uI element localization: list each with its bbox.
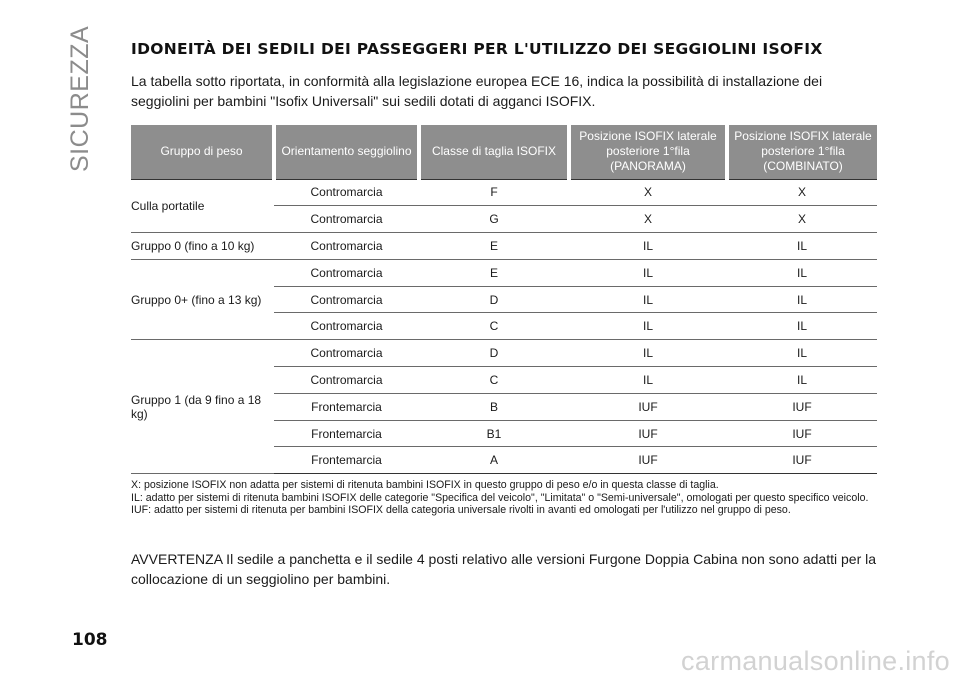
- page-number: 108: [72, 630, 108, 650]
- combinato-cell: IL: [727, 233, 877, 260]
- panorama-cell: IUF: [569, 420, 727, 447]
- size-class-cell: A: [419, 447, 569, 474]
- orientation-cell: Contromarcia: [274, 233, 419, 260]
- size-class-cell: E: [419, 233, 569, 260]
- orientation-cell: Frontemarcia: [274, 447, 419, 474]
- size-class-cell: G: [419, 206, 569, 233]
- panorama-cell: IUF: [569, 447, 727, 474]
- orientation-cell: Contromarcia: [274, 340, 419, 367]
- combinato-cell: IUF: [727, 393, 877, 420]
- section-label: SICUREZZA: [66, 25, 94, 172]
- size-class-cell: E: [419, 259, 569, 286]
- warning-paragraph: AVVERTENZA Il sedile a panchetta e il sedile 4 posti relativo alle versioni Furgone Doppia Cabina non sono adatti per la collocazione di un seggiolino per bambini.: [131, 551, 877, 587]
- table-legend: [131, 479, 877, 517]
- table-header-row: [131, 125, 877, 179]
- header-seat-orientation: Orientamento seggiolino: [274, 125, 419, 179]
- orientation-cell: Contromarcia: [274, 313, 419, 340]
- legend-iuf-note: IUF: adatto per sistemi di ritenuta per bambini ISOFIX della categoria universale rivolti in avanti ed omologati per l'utilizzo nel gruppo di peso.: [131, 504, 791, 516]
- panorama-cell: IL: [569, 233, 727, 260]
- panorama-cell: IL: [569, 367, 727, 394]
- orientation-cell: Frontemarcia: [274, 420, 419, 447]
- watermark-text: carmanualsonline.info: [681, 646, 950, 676]
- size-class-cell: D: [419, 286, 569, 313]
- weight-group-cell: Gruppo 0+ (fino a 13 kg): [131, 259, 274, 339]
- table-row: [131, 233, 877, 260]
- table-row: [131, 340, 877, 367]
- orientation-cell: Contromarcia: [274, 179, 419, 206]
- panorama-cell: IL: [569, 259, 727, 286]
- header-position-combinato: Posizione ISOFIX laterale posteriore 1°fila (COMBINATO): [727, 125, 877, 179]
- size-class-cell: C: [419, 367, 569, 394]
- orientation-cell: Frontemarcia: [274, 393, 419, 420]
- panorama-cell: X: [569, 206, 727, 233]
- size-class-cell: F: [419, 179, 569, 206]
- combinato-cell: X: [727, 179, 877, 206]
- weight-group-cell: Culla portatile: [131, 179, 274, 233]
- panorama-cell: IL: [569, 313, 727, 340]
- header-size-class: Classe di taglia ISOFIX: [419, 125, 569, 179]
- size-class-cell: C: [419, 313, 569, 340]
- header-position-panorama: Posizione ISOFIX laterale posteriore 1°fila (PANORAMA): [569, 125, 727, 179]
- legend-x-note: X: posizione ISOFIX non adatta per sistemi di ritenuta bambini ISOFIX in questo gruppo di peso e/o in questa classe di taglia.: [131, 479, 719, 491]
- weight-group-cell: Gruppo 1 (da 9 fino a 18 kg): [131, 340, 274, 474]
- table-row: [131, 259, 877, 286]
- weight-group-cell: Gruppo 0 (fino a 10 kg): [131, 233, 274, 260]
- panorama-cell: X: [569, 179, 727, 206]
- combinato-cell: IL: [727, 367, 877, 394]
- combinato-cell: IL: [727, 313, 877, 340]
- table-row: [131, 179, 877, 206]
- page-title: IDONEITÀ DEI SEDILI DEI PASSEGGERI PER L'UTILIZZO DEI SEGGIOLINI ISOFIX: [131, 40, 823, 58]
- size-class-cell: B: [419, 393, 569, 420]
- combinato-cell: X: [727, 206, 877, 233]
- orientation-cell: Contromarcia: [274, 286, 419, 313]
- combinato-cell: IL: [727, 259, 877, 286]
- panorama-cell: IL: [569, 286, 727, 313]
- legend-il-note: IL: adatto per sistemi di ritenuta bambini ISOFIX delle categorie "Specifica del veicolo", "Limitata" o "Semi-universale", omologati per questo specifico veicolo.: [131, 491, 869, 504]
- combinato-cell: IUF: [727, 420, 877, 447]
- size-class-cell: D: [419, 340, 569, 367]
- panorama-cell: IL: [569, 340, 727, 367]
- combinato-cell: IL: [727, 340, 877, 367]
- isofix-suitability-table: [131, 125, 877, 474]
- intro-paragraph: La tabella sotto riportata, in conformità alla legislazione europea ECE 16, indica la possibilità di installazione dei seggiolini per bambini "Isofix Universali" sui sedili dotati di agganci ISOFIX.: [131, 73, 823, 109]
- orientation-cell: Contromarcia: [274, 206, 419, 233]
- combinato-cell: IL: [727, 286, 877, 313]
- orientation-cell: Contromarcia: [274, 367, 419, 394]
- panorama-cell: IUF: [569, 393, 727, 420]
- size-class-cell: B1: [419, 420, 569, 447]
- header-weight-group: Gruppo di peso: [131, 125, 274, 179]
- orientation-cell: Contromarcia: [274, 259, 419, 286]
- combinato-cell: IUF: [727, 447, 877, 474]
